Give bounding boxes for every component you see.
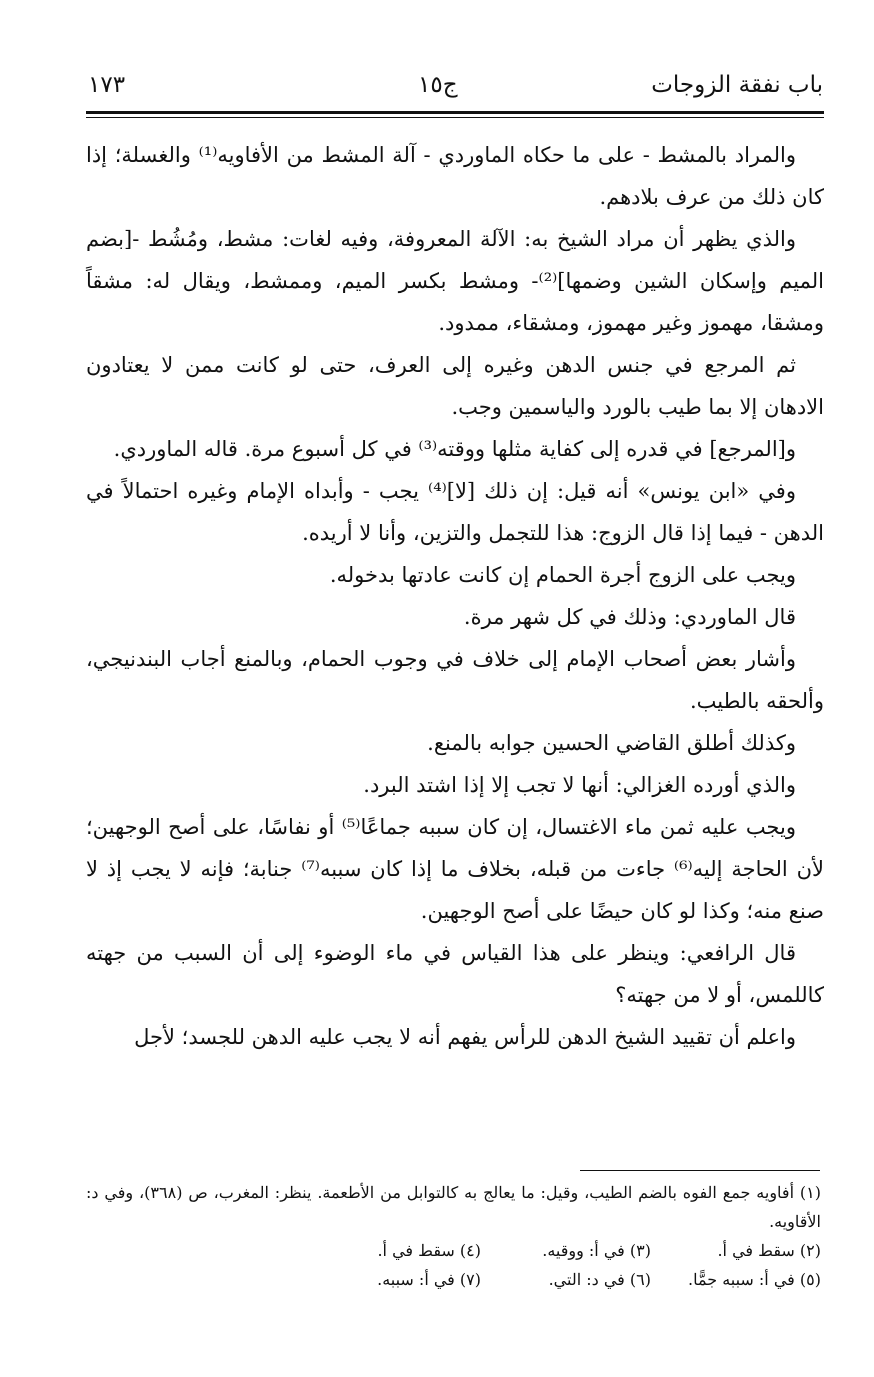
paragraph: واعلم أن تقييد الشيخ الدهن للرأس يفهم أنه لا يجب عليه الدهن للجسد؛ لأجل	[134, 1025, 796, 1049]
footnote: (١) أفاويه جمع الفوه بالضم الطيب، وقيل: ما يعالج به كالتوابل من الأطعمة. ينظر: المغرب، ص (٣٦٨)، وفي د: الأقاويه.	[86, 1183, 822, 1231]
footnote-separator	[580, 1170, 820, 1171]
footnote-row	[86, 1236, 821, 1265]
main-text	[86, 134, 824, 1058]
footnote-row	[86, 1265, 821, 1294]
paragraph: ثم المرجع في جنس الدهن وغيره إلى العرف، حتى لو كانت ممن لا يعتادون الادهان إلا بما طيب بالورد والياسمين وجب.	[86, 353, 824, 419]
paragraph: ويجب على الزوج أجرة الحمام إن كانت عادتها بدخوله.	[329, 563, 796, 587]
footnote: (٦) في د: التي.	[548, 1270, 651, 1289]
paragraph: وأشار بعض أصحاب الإمام إلى خلاف في وجوب الحمام، وبالمنع أجاب البندنيجي، وألحقه بالطيب.	[86, 647, 824, 713]
header-rule	[86, 111, 824, 114]
page-header	[88, 72, 823, 102]
paragraph: وكذلك أطلق القاضي الحسين جوابه بالمنع.	[427, 731, 796, 755]
header-rule-thin	[86, 117, 824, 118]
paragraph: والذي أورده الغزالي: أنها لا تجب إلا إذا اشتد البرد.	[363, 773, 796, 797]
paragraph: قال الرافعي: وينظر على هذا القياس في ماء الوضوء إلى أن السبب من جهته كاللمس، أو لا من جهته؟	[86, 941, 824, 1007]
paragraph: والمراد بالمشط - على ما حكاه الماوردي - آلة المشط من الأفاويه⁽¹⁾ والغسلة؛ إذا كان ذلك من عرف بلادهم.	[86, 143, 824, 209]
page-number: ١٧٣	[88, 72, 126, 98]
paragraph: ويجب عليه ثمن ماء الاغتسال، إن كان سببه جماعًا⁽⁵⁾ أو نفاسًا، على أصح الوجهين؛ لأن الحاجة إليه⁽⁶⁾ جاءت من قبله، بخلاف ما إذا كان سببه⁽⁷⁾ جنابة؛ فإنه لا يجب إذ لا صنع منه؛ وكذا لو كان حيضًا على أصح الوجهين.	[86, 815, 824, 923]
paragraph: قال الماوردي: وذلك في كل شهر مرة.	[463, 605, 796, 629]
paragraph: وفي «ابن يونس» أنه قيل: إن ذلك [لا]⁽⁴⁾ يجب - وأبداه الإمام وغيره احتمالاً في الدهن - فيما إذا قال الزوج: هذا للتجمل والتزين، وأنا لا أريده.	[86, 479, 824, 545]
footnotes	[86, 1178, 821, 1294]
footnote: (٧) في أ: سببه.	[377, 1270, 481, 1289]
footnote: (٣) في أ: ووقيه.	[542, 1241, 651, 1260]
volume-number: ج١٥	[418, 72, 458, 98]
footnote: (٤) سقط في أ.	[377, 1241, 481, 1260]
footnote: (٢) سقط في أ.	[717, 1241, 821, 1260]
paragraph: و[المرجع] في قدره إلى كفاية مثلها ووقته⁽³⁾ في كل أسبوع مرة. قاله الماوردي.	[113, 437, 796, 461]
paragraph: والذي يظهر أن مراد الشيخ به: الآلة المعروفة، وفيه لغات: مشط، ومُشُط -[بضم الميم وإسكان الشين وضمها]⁽²⁾- ومشط بكسر الميم، وممشط، ويقال له: مشقاً ومشقا، مهموز وغير مهموز، ومشقاء، ممدود.	[86, 227, 824, 335]
footnote: (٥) في أ: سببه جمًّا.	[688, 1270, 821, 1289]
chapter-title: باب نفقة الزوجات	[651, 72, 823, 98]
